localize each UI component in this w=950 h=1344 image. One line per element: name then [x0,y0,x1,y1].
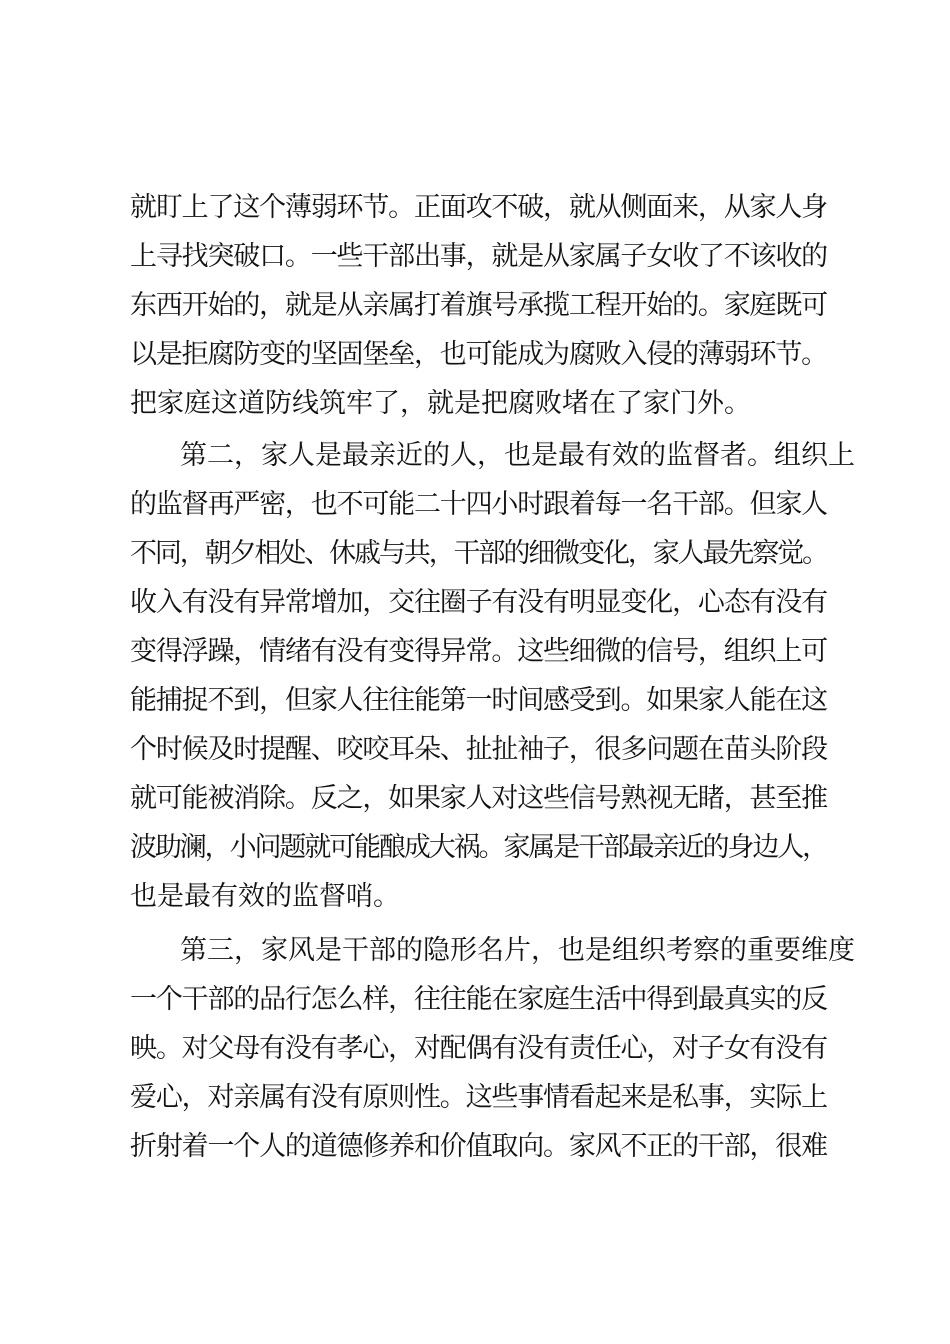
text-line: 收入有没有异常增加，交往圈子有没有明显变化，心态有没有 [130,587,827,618]
text-line: 东西开始的，就是从亲属打着旗号承揽工程开始的。家庭既可 [130,290,827,321]
text-line: 个时候及时提醒、咬咬耳朵、扯扯袖子，很多问题在苗头阶段 [130,734,827,765]
text-line: 折射着一个人的道德修养和价值取向。家风不正的干部，很难 [130,1131,827,1162]
text-line: 波助澜，小问题就可能酿成大祸。家属是干部最亲近的身边人， [130,832,827,863]
paragraph-start-line: 第三，家风是干部的隐形名片，也是组织考察的重要维度 [180,935,855,966]
text-line: 也是最有效的监督哨。 [130,881,400,912]
paragraph-start-line: 第二，家人是最亲近的人，也是最有效的监督者。组织上 [180,440,855,471]
text-line: 把家庭这道防线筑牢了，就是把腐败堵在了家门外。 [130,388,751,419]
text-line: 爱心，对亲属有没有原则性。这些事情看起来是私事，实际上 [130,1082,827,1113]
text-line: 变得浮躁，情绪有没有变得异常。这些细微的信号，组织上可 [130,636,827,667]
text-line: 以是拒腐防变的坚固堡垒，也可能成为腐败入侵的薄弱环节。 [130,339,827,370]
text-line: 上寻找突破口。一些干部出事，就是从家属子女收了不该收的 [130,241,827,272]
text-line: 的监督再严密，也不可能二十四小时跟着每一名干部。但家人 [130,489,827,520]
text-line: 映。对父母有没有孝心，对配偶有没有责任心，对子女有没有 [130,1033,827,1064]
text-line: 就可能被消除。反之，如果家人对这些信号熟视无睹，甚至推 [130,783,827,814]
text-line: 就盯上了这个薄弱环节。正面攻不破，就从侧面来，从家人身 [130,192,827,223]
text-line: 一个干部的品行怎么样，往往能在家庭生活中得到最真实的反 [130,984,827,1015]
text-line: 不同，朝夕相处、休戚与共，干部的细微变化，家人最先察觉。 [130,538,827,569]
text-line: 能捕捉不到，但家人往往能第一时间感受到。如果家人能在这 [130,685,827,716]
